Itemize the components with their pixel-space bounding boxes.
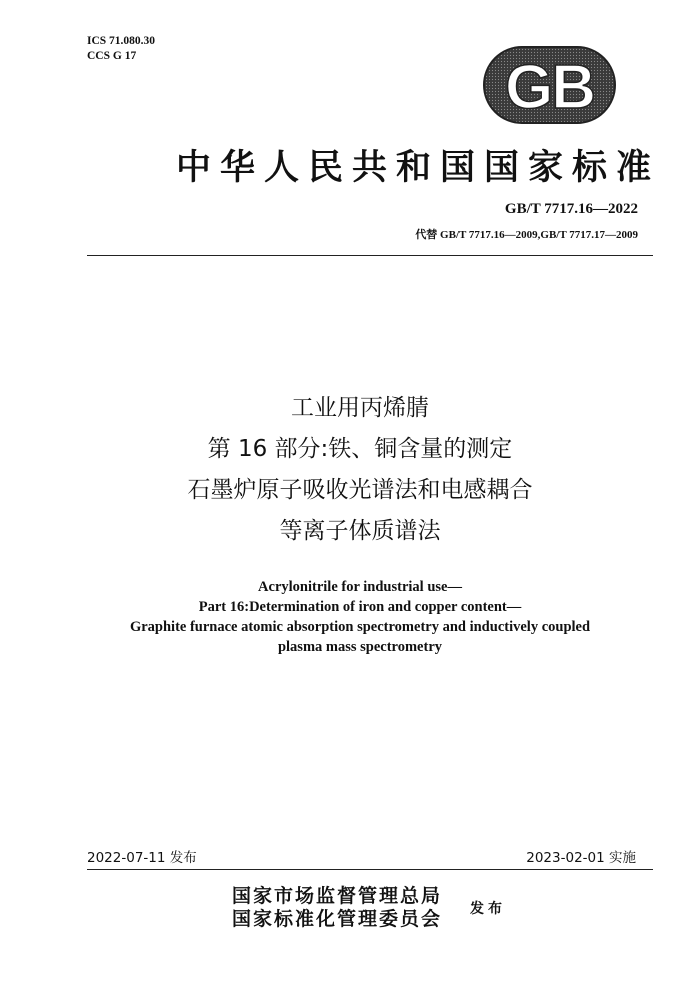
bottom-divider bbox=[87, 869, 653, 870]
issue-label: 发布 bbox=[470, 901, 506, 917]
national-standard-title: 中华人民共和国国家标准 bbox=[175, 147, 660, 188]
title-en-line: Graphite furnace atomic absorption spectrometry and inductively coupled bbox=[129, 619, 591, 635]
title-chinese bbox=[60, 388, 660, 552]
title-zh-line: 第 16 部分:铁、铜含量的测定 bbox=[207, 436, 513, 462]
ics-code: ICS 71.080.30 bbox=[87, 35, 156, 47]
standard-number: GB/T 7717.16—2022 bbox=[504, 201, 638, 217]
title-zh-line: 等离子体质谱法 bbox=[279, 518, 441, 544]
replaces-standards: 代替 GB/T 7717.16—2009,GB/T 7717.17—2009 bbox=[415, 229, 638, 241]
issuer-name: 国家市场监督管理总局 bbox=[232, 885, 443, 907]
title-en-line: Part 16:Determination of iron and copper content— bbox=[198, 599, 522, 615]
title-zh-line: 工业用丙烯腈 bbox=[291, 395, 429, 421]
gb-logo bbox=[482, 45, 617, 125]
title-en-line: Acrylonitrile for industrial use— bbox=[258, 579, 462, 595]
title-en-line: plasma mass spectrometry bbox=[277, 639, 443, 655]
title-english bbox=[60, 577, 660, 657]
implementation-date: 2023-02-01 实施 bbox=[526, 850, 636, 866]
title-zh-line: 石墨炉原子吸收光谱法和电感耦合 bbox=[187, 477, 533, 503]
top-divider bbox=[87, 255, 653, 256]
ccs-code: CCS G 17 bbox=[87, 50, 137, 62]
issuing-authorities bbox=[232, 885, 442, 931]
issuer-name: 国家标准化管理委员会 bbox=[232, 908, 443, 930]
gb-logo-text: GB bbox=[505, 53, 594, 122]
publish-date: 2022-07-11 发布 bbox=[87, 850, 197, 866]
classification-codes bbox=[87, 34, 155, 64]
